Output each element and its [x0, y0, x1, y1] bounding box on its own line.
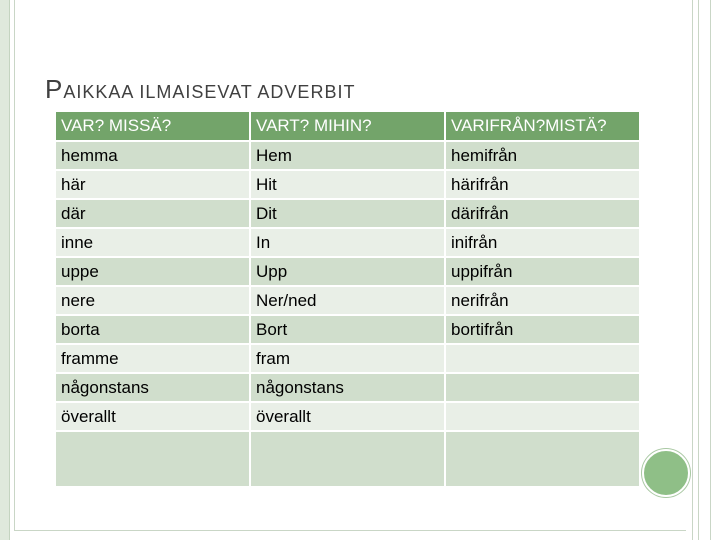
table-cell: hemma: [56, 142, 249, 169]
table-cell: Ner/ned: [251, 287, 444, 314]
table-cell: där: [56, 200, 249, 227]
table-cell: nere: [56, 287, 249, 314]
table-cell: härifrån: [446, 171, 639, 198]
table-cell: någonstans: [56, 374, 249, 401]
table-cell: Hem: [251, 142, 444, 169]
table-row: [56, 258, 639, 285]
table-cell: [446, 374, 639, 401]
table-cell: överallt: [251, 403, 444, 430]
table-header-row: [56, 112, 639, 140]
slide-title: [45, 74, 355, 105]
table-row: [56, 200, 639, 227]
header-vart-mihin: VART? MIHIN?: [251, 112, 444, 140]
title-first-letter: P: [45, 74, 64, 104]
table-cell: In: [251, 229, 444, 256]
table-cell: inne: [56, 229, 249, 256]
table-cell: Hit: [251, 171, 444, 198]
table-cell: här: [56, 171, 249, 198]
table-cell: framme: [56, 345, 249, 372]
table-cell: någonstans: [251, 374, 444, 401]
table-cell: [56, 432, 249, 486]
table-cell: Upp: [251, 258, 444, 285]
table-cell: nerifrån: [446, 287, 639, 314]
table-cell: bortifrån: [446, 316, 639, 343]
header-varifran-mista: VARIFRÅN?MISTÄ?: [446, 112, 639, 140]
table-cell: [251, 432, 444, 486]
table-cell: inifrån: [446, 229, 639, 256]
header-var-missa: VAR? MISSÄ?: [56, 112, 249, 140]
table-cell: hemifrån: [446, 142, 639, 169]
table-row: [56, 287, 639, 314]
table-cell: [446, 403, 639, 430]
table-row: [56, 316, 639, 343]
table-row-empty: [56, 432, 639, 486]
table-cell: fram: [251, 345, 444, 372]
adverb-table: [54, 110, 641, 488]
table-cell: därifrån: [446, 200, 639, 227]
table-row: [56, 374, 639, 401]
table-row: [56, 403, 639, 430]
table-row: [56, 345, 639, 372]
table-cell: Dit: [251, 200, 444, 227]
table-row: [56, 171, 639, 198]
table-cell: borta: [56, 316, 249, 343]
right-decorative-lines: [690, 0, 720, 540]
table-cell: Bort: [251, 316, 444, 343]
table-cell: överallt: [56, 403, 249, 430]
table-cell: uppe: [56, 258, 249, 285]
table-cell: uppifrån: [446, 258, 639, 285]
table-row: [56, 142, 639, 169]
title-rest: AIKKAA ILMAISEVAT ADVERBIT: [63, 82, 356, 102]
left-decorative-bar: [0, 0, 10, 540]
table-row: [56, 229, 639, 256]
decorative-circle: [642, 449, 690, 497]
table-cell: [446, 345, 639, 372]
table-cell: [446, 432, 639, 486]
